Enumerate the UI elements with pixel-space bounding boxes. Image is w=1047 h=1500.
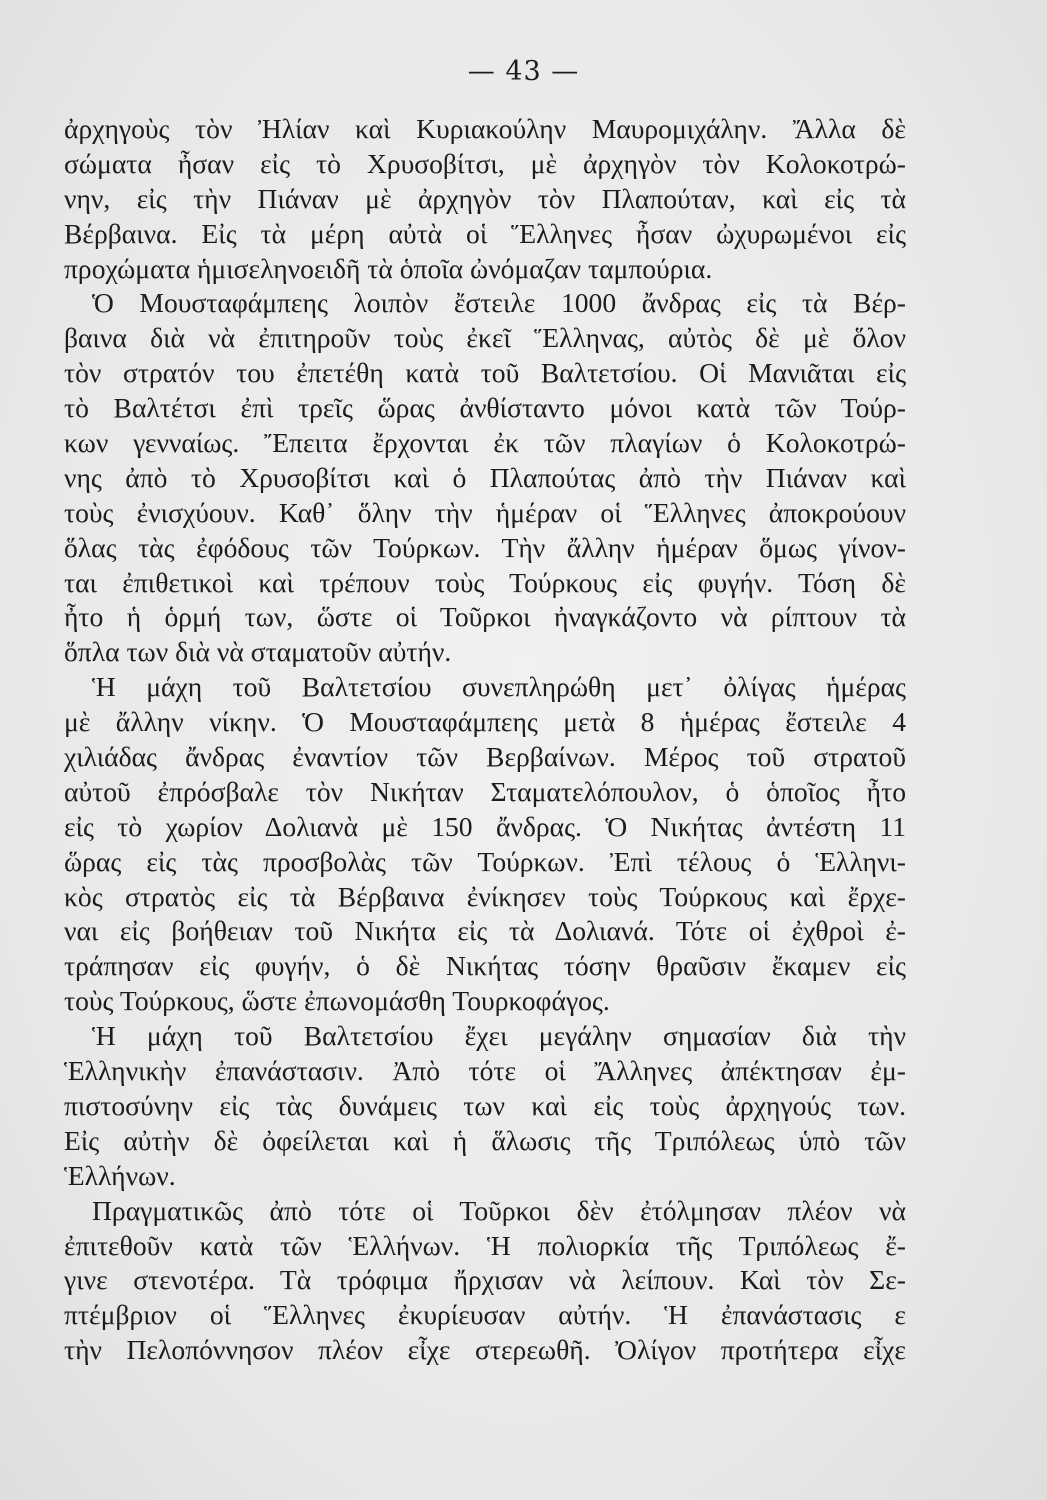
text-line: Βέρβαινα. Εἰς τὰ μέρη αὐτὰ οἱ Ἕλληνες ἦσαν ὠχυρωμένοι εἰς <box>64 217 906 249</box>
text-line: χιλιάδας ἄνδρας ἐναντίον τῶν Βερβαίνων. Μέρος τοῦ στρατοῦ <box>64 741 906 773</box>
text-line: βαινα διὰ νὰ ἐπιτηροῦν τοὺς ἐκεῖ Ἕλληνας, αὐτὸς δὲ μὲ ὅλον <box>64 322 906 354</box>
text-line: τὴν Πελοπόννησον πλέον εἶχε στερεωθῆ. Ὀλίγον προτήτερα εἶχε <box>64 1334 906 1366</box>
text-line: ἦτο ἡ ὁρμή των, ὥστε οἱ Τοῦρκοι ἠναγκάζοντο νὰ ρίπτουν τὰ <box>64 601 906 633</box>
text-line: τράπησαν εἰς φυγήν, ὁ δὲ Νικήτας τόσην θραῦσιν ἔκαμεν εἰς <box>64 950 906 982</box>
text-line: προχώματα ἡμισεληνοειδῆ τὰ ὁποῖα ὠνόμαζαν ταμπούρια. <box>64 252 713 284</box>
text-line: γινε στενοτέρα. Τὰ τρόφιμα ἤρχισαν νὰ λείπουν. Καὶ τὸν Σε- <box>64 1264 906 1296</box>
text-line: τοὺς Τούρκους, ὥστε ἐπωνομάσθη Τουρκοφάγος. <box>64 985 610 1017</box>
text-line: Ὁ Μουσταφάμπεης λοιπὸν ἔστειλε 1000 ἄνδρας εἰς τὰ Βέρ- <box>92 287 906 319</box>
text-line: ναι εἰς βοήθειαν τοῦ Νικήτα εἰς τὰ Δολιανά. Τότε οἱ ἐχθροὶ ἐ- <box>64 915 906 947</box>
text-line: κων γενναίως. Ἔπειτα ἔρχονται ἐκ τῶν πλαγίων ὁ Κολοκοτρώ- <box>64 427 906 459</box>
text-line: ὥρας εἰς τὰς προσβολὰς τῶν Τούρκων. Ἐπὶ τέλους ὁ Ἑλληνι- <box>64 845 906 877</box>
text-line: τὸν στρατόν του ἐπετέθη κατὰ τοῦ Βαλτετσίου. Οἱ Μανιᾶται εἰς <box>64 357 906 389</box>
text-line: σώματα ἦσαν εἰς τὸ Χρυσοβίτσι, μὲ ἀρχηγὸν τὸν Κολοκοτρώ- <box>64 147 906 179</box>
text-line: νης ἀπὸ τὸ Χρυσοβίτσι καὶ ὁ Πλαπούτας ἀπὸ τὴν Πιάναν καὶ <box>64 461 906 493</box>
text-line: ται ἐπιθετικοὶ καὶ τρέπουν τοὺς Τούρκους εἰς φυγήν. Τόση δὲ <box>64 566 906 598</box>
text-line: εἰς τὸ χωρίον Δολιανὰ μὲ 150 ἄνδρας. Ὁ Νικήτας ἀντέστη 11 <box>64 810 906 842</box>
text-line: ὅλας τὰς ἐφόδους τῶν Τούρκων. Τὴν ἄλλην ἡμέραν ὅμως γίνον- <box>64 531 906 563</box>
text-line: τοὺς ἐνισχύουν. Καθ᾿ ὅλην τὴν ἡμέραν οἱ Ἕλληνες ἀποκρούουν <box>64 496 906 528</box>
text-line: πτέμβριον οἱ Ἕλληνες ἐκυρίευσαν αὐτήν. Ἡ ἐπανάστασις ε <box>64 1299 906 1331</box>
text-line: πιστοσύνην εἰς τὰς δυνάμεις των καὶ εἰς τοὺς ἀρχηγούς των. <box>64 1089 906 1121</box>
text-line: αὐτοῦ ἐπρόσβαλε τὸν Νικήταν Σταματελόπουλον, ὁ ὁποῖος ἦτο <box>64 775 906 807</box>
text-line: ἀρχηγοὺς τὸν Ἠλίαν καὶ Κυριακούλην Μαυρομιχάλην. Ἄλλα δὲ <box>64 113 906 144</box>
text-line: Πραγματικῶς ἀπὸ τότε οἱ Τοῦρκοι δὲν ἐτόλμησαν πλέον νὰ <box>92 1194 906 1226</box>
text-line: κὸς στρατὸς εἰς τὰ Βέρβαινα ἐνίκησεν τοὺς Τούρκους καὶ ἔρχε- <box>64 880 906 912</box>
text-line: ὅπλα των διὰ νὰ σταματοῦν αὐτήν. <box>64 636 452 668</box>
body-text <box>64 112 906 1368</box>
text-line: τὸ Βαλτέτσι ἐπὶ τρεῖς ὥρας ἀνθίσταντο μόνοι κατὰ τῶν Τούρ- <box>64 392 906 424</box>
text-line: νην, εἰς τὴν Πιάναν μὲ ἀρχηγὸν τὸν Πλαπούταν, καὶ εἰς τὰ <box>64 182 906 214</box>
text-line: ἐπιτεθοῦν κατὰ τῶν Ἑλλήνων. Ἡ πολιορκία τῆς Τριπόλεως ἔ- <box>64 1229 906 1261</box>
text-line: Ἑλλήνων. <box>64 1159 176 1191</box>
text-line: Ἑλληνικὴν ἐπανάστασιν. Ἀπὸ τότε οἱ Ἄλληνες ἀπέκτησαν ἐμ- <box>64 1055 906 1087</box>
text-line: Ἡ μάχη τοῦ Βαλτετσίου ἔχει μεγάλην σημασίαν διὰ τὴν <box>92 1020 906 1052</box>
text-line: Εἰς αὐτὴν δὲ ὀφείλεται καὶ ἡ ἅλωσις τῆς Τριπόλεως ὑπὸ τῶν <box>64 1124 906 1156</box>
page-number: — 43 — <box>467 56 580 87</box>
text-line: Ἡ μάχη τοῦ Βαλτετσίου συνεπληρώθη μετ᾿ ὀλίγας ἡμέρας <box>92 671 906 703</box>
text-line: μὲ ἄλλην νίκην. Ὁ Μουσταφάμπεης μετὰ 8 ἡμέρας ἔστειλε 4 <box>64 706 906 738</box>
